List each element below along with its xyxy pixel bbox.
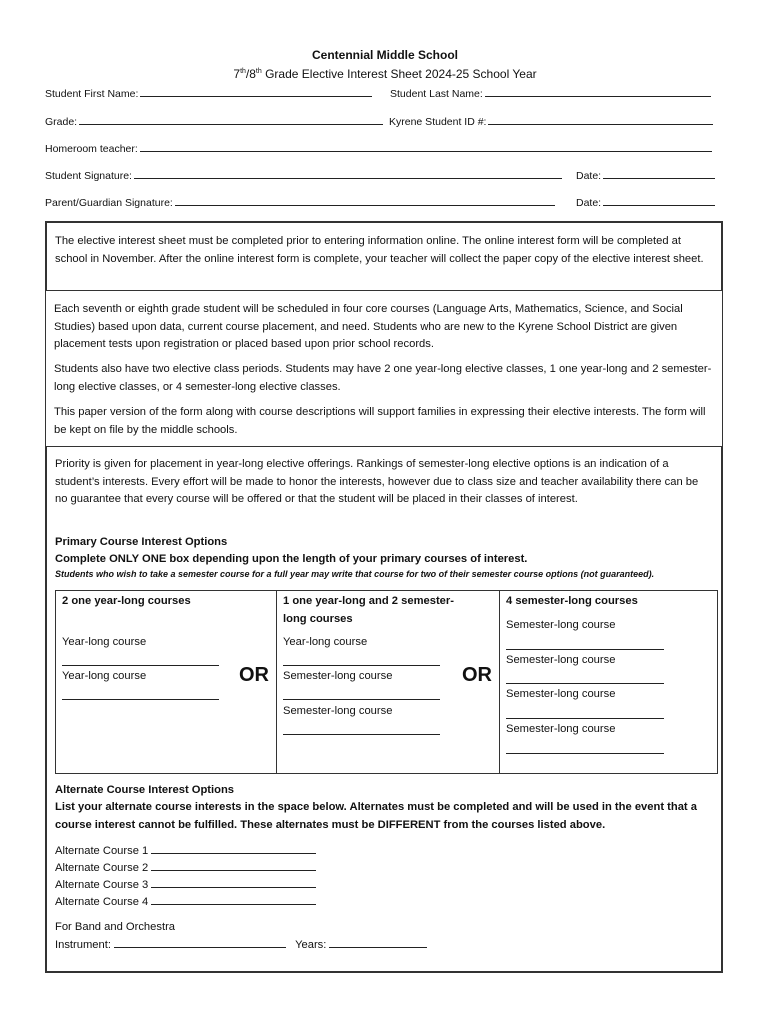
alternate-course-3-blank[interactable] [151, 876, 316, 888]
alternate-course-2-label: Alternate Course 2 [55, 862, 149, 874]
col3-heading: 4 semester-long courses [506, 595, 638, 607]
date-blank-2[interactable] [603, 196, 715, 206]
col3-item-2-blank[interactable] [506, 683, 664, 684]
col3-item-3-blank[interactable] [506, 718, 664, 719]
alternate-course-3[interactable] [55, 876, 713, 895]
instrument-row [55, 936, 713, 955]
col2-item-2-label: Semester-long course [283, 670, 393, 682]
homeroom-blank[interactable] [140, 142, 712, 152]
first-name-field[interactable] [45, 87, 372, 100]
col3-item-4-blank[interactable] [506, 753, 664, 754]
last-name-blank[interactable] [485, 87, 711, 97]
intro-paragraph: The elective interest sheet must be completed prior to entering information online. The online interest form will be completed at school in November. After the online interest form is complete, your teacher will collect the paper copy of the elective interest sheet. [55, 235, 704, 265]
parent-signature-blank[interactable] [175, 196, 555, 206]
option-mixed [276, 591, 500, 773]
col3-item-1-blank[interactable] [506, 649, 664, 650]
col1-item-1-label: Year-long course [62, 636, 147, 648]
elective-periods-paragraph: Students also have two elective class periods. Students may have 2 one year-long elective classes, 1 one year-long and 2 semester-long elective classes, or 4 semester-long elective classes. [54, 363, 712, 393]
col3-item-3-label: Semester-long course [506, 688, 616, 700]
alternate-course-1[interactable] [55, 842, 713, 861]
form-title [0, 67, 770, 81]
school-name: Centennial Middle School [311, 48, 458, 62]
last-name-field[interactable] [390, 87, 711, 100]
col3-item-4-label: Semester-long course [506, 723, 616, 735]
date-blank-1[interactable] [603, 169, 715, 179]
student-signature-label: Student Signature: [45, 170, 132, 182]
instrument-label: Instrument: [55, 939, 111, 951]
instrument-blank[interactable] [114, 936, 286, 948]
kyrene-id-field[interactable] [389, 115, 713, 128]
grade-field[interactable] [45, 115, 383, 128]
primary-instruction: Complete ONLY ONE box depending upon the length of your primary courses of interest. [55, 553, 528, 565]
homeroom-field[interactable] [45, 142, 712, 155]
alternate-course-1-blank[interactable] [151, 842, 316, 854]
student-signature-blank[interactable] [134, 169, 562, 179]
grade-7: 7 [233, 67, 241, 81]
col1-item-2-blank[interactable] [62, 699, 219, 700]
col1-item-2-label: Year-long course [62, 670, 147, 682]
options-box [45, 446, 723, 973]
years-label: Years: [295, 939, 327, 951]
primary-options-grid [55, 590, 718, 774]
grade-8: /8 [245, 67, 256, 81]
col3-item-1-label: Semester-long course [506, 619, 616, 631]
first-name-blank[interactable] [140, 87, 372, 97]
col1-heading: 2 one year-long courses [62, 595, 191, 607]
intro-box [45, 221, 723, 291]
grade-7-suffix: th [240, 68, 246, 75]
date-field-1[interactable] [576, 169, 715, 182]
grade-blank[interactable] [79, 115, 383, 125]
alternate-course-3-label: Alternate Course 3 [55, 879, 149, 891]
grade-label: Grade: [45, 116, 78, 128]
col3-item-2-label: Semester-long course [506, 654, 616, 666]
alternate-course-1-label: Alternate Course 1 [55, 845, 149, 857]
alternates-instruction: List your alternate course interests in the space below. Alternates must be completed and will be used in the event that a course interest cannot be fulfilled. These alternates must be DIFFERENT from the courses listed above. [55, 801, 697, 831]
col2-heading: 1 one year-long and 2 semester-long courses [283, 595, 454, 625]
homeroom-label: Homeroom teacher: [45, 143, 138, 155]
core-courses-paragraph: Each seventh or eighth grade student will be scheduled in four core courses (Language Arts, Mathematics, Science, and Social Studies) based upon data, current course placement, and need. Students who are new to the Kyrene School District are given placement tests upon registration or placed based upon prior school records. [54, 303, 683, 350]
or-divider-1: OR [239, 664, 269, 686]
option-semester [499, 591, 718, 773]
or-divider-2: OR [462, 664, 492, 686]
kyrene-id-blank[interactable] [488, 115, 713, 125]
col2-item-3-blank[interactable] [283, 734, 440, 735]
alternate-course-2-blank[interactable] [151, 859, 316, 871]
first-name-label: Student First Name: [45, 88, 139, 100]
student-signature-field[interactable] [45, 169, 562, 182]
primary-heading: Primary Course Interest Options [55, 536, 228, 548]
band-orchestra-heading: For Band and Orchestra [55, 921, 176, 933]
col2-item-1-label: Year-long course [283, 636, 368, 648]
alternate-course-4[interactable] [55, 893, 713, 912]
grade-8-suffix: th [255, 68, 262, 75]
form-title-text: Grade Elective Interest Sheet 2024-25 School Year [261, 67, 537, 81]
info-box [45, 290, 723, 447]
last-name-label: Student Last Name: [390, 88, 483, 100]
date-label-1: Date: [576, 170, 602, 182]
col2-item-1-blank[interactable] [283, 665, 440, 666]
option-year-long [56, 591, 276, 773]
parent-signature-field[interactable] [45, 196, 555, 209]
col1-item-1-blank[interactable] [62, 665, 219, 666]
paper-version-paragraph: This paper version of the form along with course descriptions will support families in expressing their elective interests. The form will be kept on file by the middle schools. [54, 406, 706, 436]
years-blank[interactable] [329, 936, 427, 948]
parent-signature-label: Parent/Guardian Signature: [45, 197, 173, 209]
alternate-course-4-blank[interactable] [151, 893, 316, 905]
date-field-2[interactable] [576, 196, 715, 209]
kyrene-id-label: Kyrene Student ID #: [389, 116, 487, 128]
alternate-course-2[interactable] [55, 859, 713, 878]
primary-note: Students who wish to take a semester course for a full year may write that course for two of their semester course options (not guaranteed). [55, 569, 655, 579]
priority-paragraph: Priority is given for placement in year-long elective offerings. Rankings of semester-long elective options is an indication of a student’s interests. Every effort will be made to honor the interests, however due to class size and teacher availability there can be no guarantee that every course will be offered or that the student will be placed in their classes of interest. [55, 458, 699, 505]
alternates-heading: Alternate Course Interest Options [55, 784, 235, 796]
col2-item-3-label: Semester-long course [283, 705, 393, 717]
alternate-course-4-label: Alternate Course 4 [55, 896, 149, 908]
col2-item-2-blank[interactable] [283, 699, 440, 700]
date-label-2: Date: [576, 197, 602, 209]
